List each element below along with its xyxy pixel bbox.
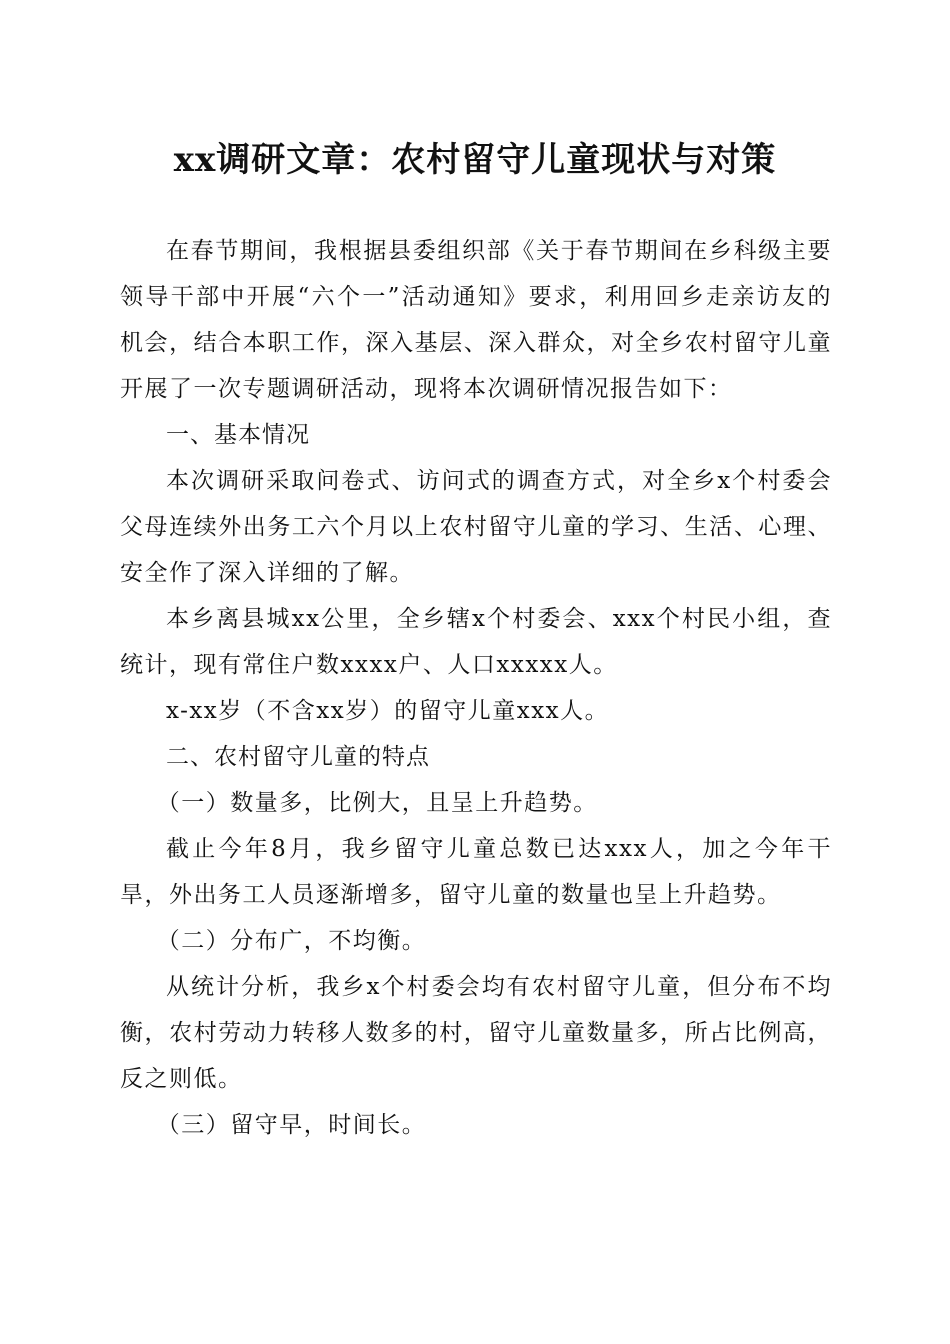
- quantity-paragraph: 截止今年8月，我乡留守儿童总数已达xxx人，加之今年干旱，外出务工人员逐渐增多，留守儿童的数量也呈上升趋势。: [120, 836, 832, 908]
- section-heading-basic-situation: 一、基本情况: [166, 422, 310, 448]
- document-title: xx调研文章：农村留守儿童现状与对策: [173, 140, 777, 180]
- distribution-paragraph: 从统计分析，我乡x个村委会均有农村留守儿童，但分布不均衡，农村劳动力转移人数多的村，留守儿童数量多，所占比例高，反之则低。: [120, 974, 832, 1092]
- survey-method-paragraph: 本次调研采取问卷式、访问式的调查方式，对全乡x个村委会父母连续外出务工六个月以上农村留守儿童的学习、生活、心理、安全作了深入详细的了解。: [120, 468, 832, 586]
- document-body: [120, 228, 832, 1148]
- township-overview-paragraph: 本乡离县城xx公里，全乡辖x个村委会、xxx个村民小组，查统计，现有常住户数xxxx户、人口xxxxx人。: [120, 606, 832, 678]
- section-heading-characteristics: 二、农村留守儿童的特点: [166, 744, 430, 770]
- sub-heading-distribution: （二）分布广，不均衡。: [156, 928, 427, 954]
- children-count-paragraph: x-xx岁（不含xx岁）的留守儿童xxx人。: [166, 698, 610, 724]
- sub-heading-quantity: （一）数量多，比例大，且呈上升趋势。: [156, 790, 598, 816]
- sub-heading-duration: （三）留守早，时间长。: [156, 1112, 427, 1138]
- intro-paragraph: 在春节期间，我根据县委组织部《关于春节期间在乡科级主要领导干部中开展“六个一”活动通知》要求，利用回乡走亲访友的机会，结合本职工作，深入基层、深入群众，对全乡农村留守儿童开展了一次专题调研活动，现将本次调研情况报告如下：: [120, 238, 832, 402]
